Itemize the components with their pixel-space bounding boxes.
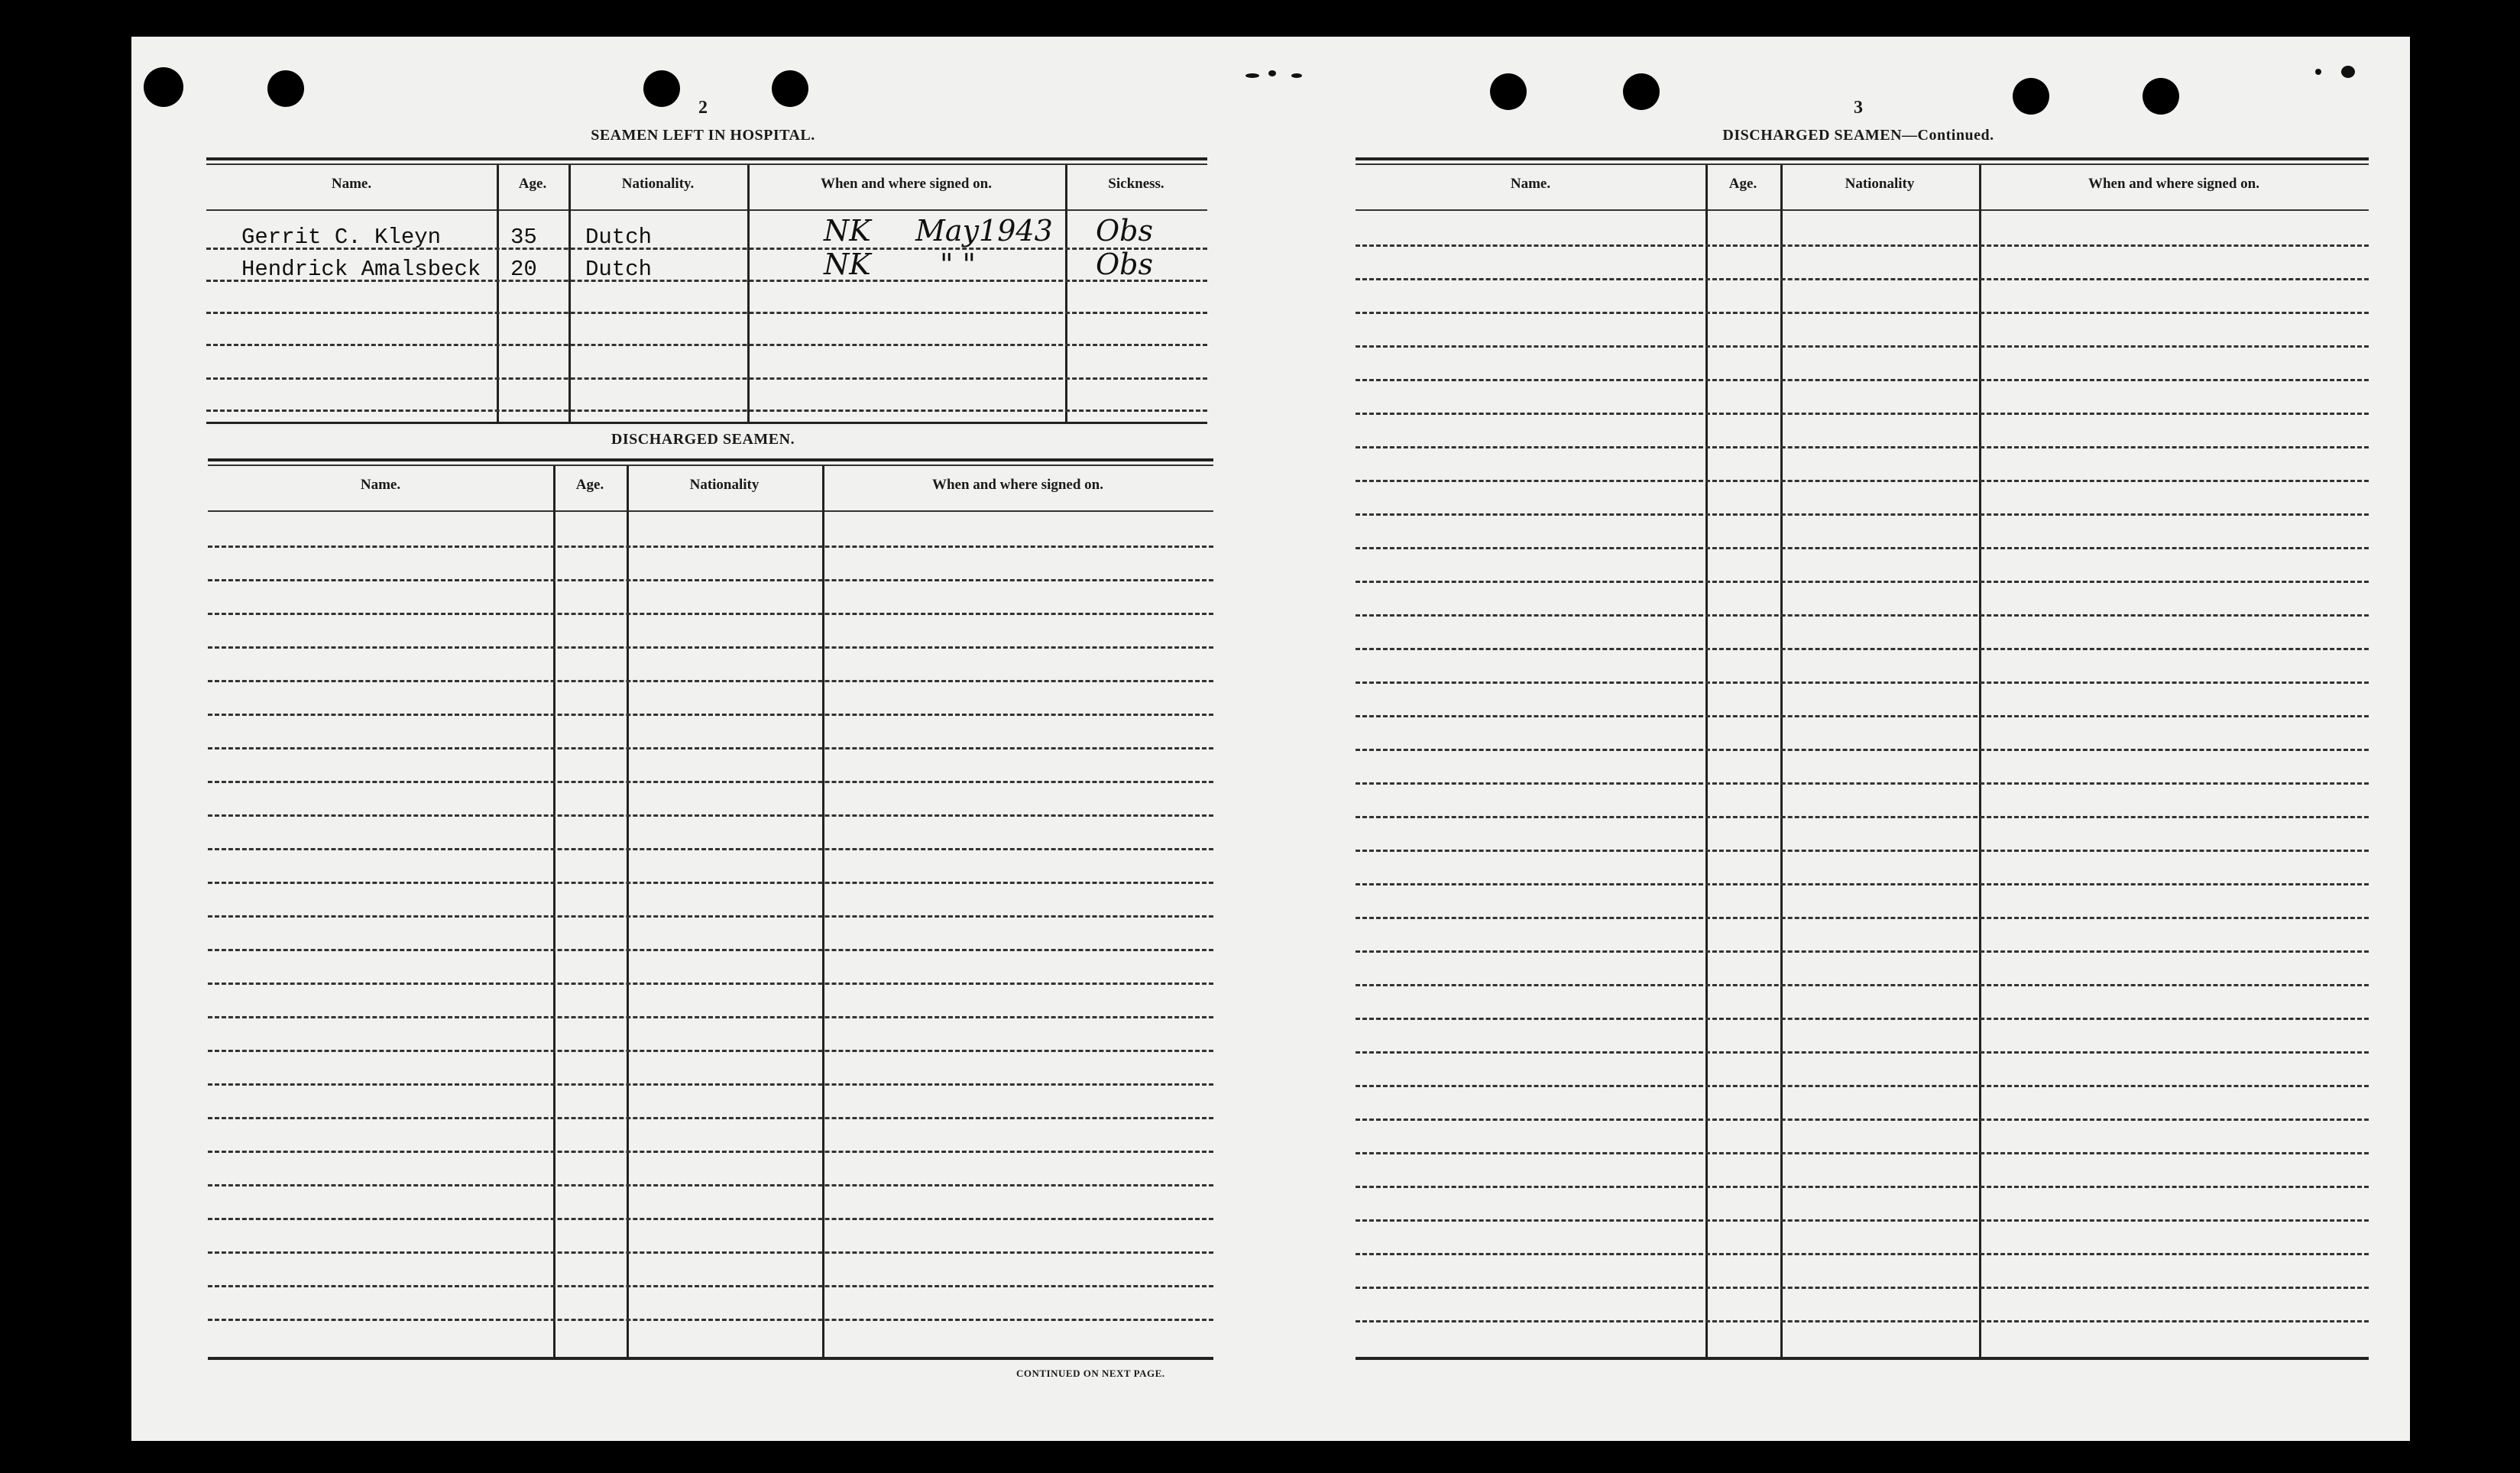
row-line <box>208 848 1213 850</box>
discharged-continued-title: DISCHARGED SEAMEN—Continued. <box>1722 127 1994 144</box>
row-line <box>1356 547 2369 549</box>
speck <box>1245 73 1259 78</box>
punch-hole <box>2013 78 2049 115</box>
hospital-row-age: 20 <box>510 257 537 282</box>
column-header-name: Name. <box>1510 176 1551 192</box>
row-line <box>208 1184 1213 1186</box>
column-separator <box>553 466 556 1357</box>
row-line <box>1356 244 2369 247</box>
row-line <box>206 344 1207 346</box>
discharged-table-right <box>1356 157 2369 1360</box>
row-line <box>1356 984 2369 986</box>
hospital-row-sickness: Obs <box>1096 214 1153 248</box>
speck <box>2341 66 2355 78</box>
row-line <box>1356 850 2369 852</box>
row-line <box>208 714 1213 716</box>
column-header-age: Age. <box>518 176 547 192</box>
row-line <box>208 1050 1213 1052</box>
hospital-row-name: Gerrit C. Kleyn <box>241 225 442 250</box>
column-header-signed-on: When and where signed on. <box>820 176 992 192</box>
punch-hole <box>1623 73 1660 110</box>
row-line <box>208 983 1213 985</box>
speck <box>1291 73 1302 78</box>
column-separator <box>627 466 629 1357</box>
column-header-nationality: Nationality <box>1845 176 1915 192</box>
speck <box>1268 70 1276 76</box>
column-header-name: Name. <box>360 477 401 493</box>
column-header-age: Age. <box>1728 176 1757 192</box>
row-line <box>208 949 1213 951</box>
column-header-nationality: Nationality <box>689 477 760 493</box>
hospital-row-name: Hendrick Amalsbeck <box>241 257 481 282</box>
row-line <box>208 1151 1213 1153</box>
row-line <box>208 545 1213 548</box>
row-line <box>206 410 1207 412</box>
hospital-row-nationality: Dutch <box>585 225 653 250</box>
row-line <box>1356 917 2369 919</box>
table-bottom-rule <box>206 422 1207 424</box>
row-line <box>208 1117 1213 1119</box>
header-rule <box>208 465 1213 466</box>
punch-hole <box>1490 73 1527 110</box>
row-line <box>1356 1018 2369 1020</box>
row-line <box>208 613 1213 615</box>
column-header-name: Name. <box>331 176 372 192</box>
column-header-age: Age. <box>575 477 604 493</box>
row-line <box>208 781 1213 783</box>
row-line <box>208 1218 1213 1220</box>
punch-hole <box>267 70 304 107</box>
row-line <box>208 680 1213 682</box>
hospital-title: SEAMEN LEFT IN HOSPITAL. <box>591 127 815 144</box>
page-number-left: 2 <box>698 98 708 118</box>
page-number-right: 3 <box>1854 98 1863 118</box>
row-line <box>1356 782 2369 785</box>
row-line <box>1356 681 2369 684</box>
row-line <box>208 747 1213 749</box>
header-rule <box>206 157 1207 160</box>
row-line <box>206 312 1207 314</box>
row-line <box>1356 614 2369 617</box>
hospital-row-nationality: Dutch <box>585 257 653 282</box>
row-line <box>208 1083 1213 1086</box>
row-line <box>1356 715 2369 717</box>
column-separator <box>747 165 750 422</box>
row-line <box>1356 446 2369 448</box>
hospital-row-signed-place: NK <box>824 214 871 248</box>
row-line <box>1356 1219 2369 1222</box>
column-separator <box>497 165 499 422</box>
punch-hole <box>643 70 680 107</box>
row-line <box>1356 480 2369 482</box>
row-line <box>1356 1051 2369 1054</box>
header-bottom-rule <box>206 209 1207 211</box>
row-line <box>1356 950 2369 953</box>
punch-hole <box>2143 78 2179 115</box>
row-line <box>208 1285 1213 1287</box>
row-line <box>206 377 1207 380</box>
row-line <box>1356 1253 2369 1255</box>
row-line <box>1356 1186 2369 1188</box>
table-bottom-rule <box>208 1357 1213 1360</box>
punch-hole <box>772 70 808 107</box>
row-line <box>1356 513 2369 516</box>
row-line <box>208 915 1213 918</box>
row-line <box>1356 816 2369 818</box>
row-line <box>208 1251 1213 1254</box>
hospital-row-signed-place: NK <box>824 248 871 281</box>
hospital-row-age: 35 <box>510 225 537 250</box>
column-header-signed-on: When and where signed on. <box>2088 176 2259 192</box>
row-line <box>1356 345 2369 348</box>
column-separator <box>1979 165 1981 1357</box>
hospital-row-signed-date: May1943 <box>915 214 1053 248</box>
discharged-table-left <box>208 458 1213 1360</box>
row-line <box>1356 278 2369 280</box>
row-line <box>1356 883 2369 885</box>
row-line <box>1356 1119 2369 1121</box>
row-line <box>1356 312 2369 314</box>
header-bottom-rule <box>1356 209 2369 211</box>
header-bottom-rule <box>208 510 1213 512</box>
row-line <box>1356 379 2369 381</box>
column-separator <box>822 466 824 1357</box>
row-line <box>208 1016 1213 1018</box>
row-line <box>1356 1320 2369 1322</box>
header-rule <box>1356 157 2369 160</box>
column-header-sickness: Sickness. <box>1108 176 1164 192</box>
column-header-nationality: Nationality. <box>621 176 695 192</box>
hospital-row-signed-date: " " <box>940 248 977 281</box>
row-line <box>1356 1287 2369 1289</box>
row-line <box>1356 581 2369 583</box>
speck <box>2315 69 2321 75</box>
hospital-table <box>206 157 1207 426</box>
row-line <box>1356 648 2369 650</box>
row-line <box>208 882 1213 884</box>
continued-note: CONTINUED ON NEXT PAGE. <box>1016 1368 1165 1379</box>
row-line <box>208 814 1213 817</box>
table-bottom-rule <box>1356 1357 2369 1360</box>
column-separator <box>1780 165 1783 1357</box>
column-separator <box>1705 165 1708 1357</box>
row-line <box>208 1319 1213 1321</box>
column-separator <box>1065 165 1067 422</box>
column-separator <box>568 165 571 422</box>
hospital-row-sickness: Obs <box>1096 248 1153 281</box>
header-rule <box>206 163 1207 165</box>
header-rule <box>208 458 1213 461</box>
row-line <box>1356 1085 2369 1087</box>
row-line <box>1356 749 2369 751</box>
punch-hole <box>144 67 183 107</box>
column-header-signed-on: When and where signed on. <box>931 477 1103 493</box>
row-line <box>208 579 1213 581</box>
header-rule <box>1356 163 2369 165</box>
row-line <box>1356 413 2369 415</box>
discharged-title: DISCHARGED SEAMEN. <box>611 431 795 448</box>
row-line <box>1356 1152 2369 1154</box>
row-line <box>208 646 1213 649</box>
